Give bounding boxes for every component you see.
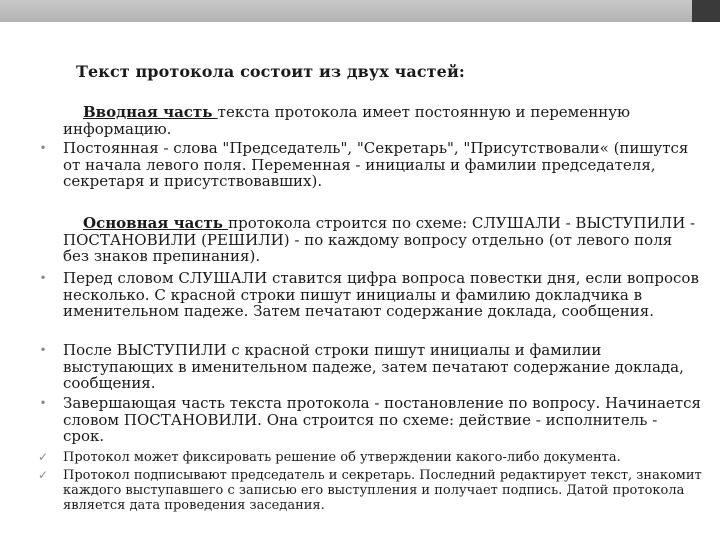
intro-rest: текста протокола имеет постоянную и переменную информацию. — [63, 103, 631, 138]
check-item-text: Протокол может фиксировать решение об утверждении какого-либо документа. — [63, 450, 621, 465]
bullet-icon: • — [39, 271, 47, 285]
check-item — [37, 450, 703, 465]
check-item — [37, 468, 703, 514]
intro-paragraph — [63, 104, 703, 137]
slide — [0, 22, 720, 540]
main-underlined: Основная часть — [83, 214, 229, 232]
list-item-text: Завершающая часть текста протокола - постановление по вопросу. Начинается словом ПОСТАНОВИЛИ. Она строится по схеме: действие - исполнитель - срок. — [63, 394, 701, 446]
check-icon: ✓ — [37, 468, 49, 482]
main-rest: протокола строится по схеме: СЛУШАЛИ - ВЫСТУПИЛИ - ПОСТАНОВИЛИ (РЕШИЛИ) - по каждому вопросу отдельно (от левого поля без знаков препинания). — [63, 214, 696, 266]
main-paragraph — [63, 215, 703, 265]
list-item — [39, 139, 703, 191]
top-bar — [0, 0, 720, 22]
list-item — [39, 341, 703, 393]
check-icon: ✓ — [37, 450, 49, 464]
list-item — [39, 269, 703, 321]
intro-underlined: Вводная часть — [83, 103, 218, 121]
check-item-text: Протокол подписывают председатель и секретарь. Последний редактирует текст, знакомит каждого выступавшего с записью его выступления и получает подпись. Датой протокола является дата проведения заседания. — [63, 468, 702, 514]
list-item — [39, 394, 703, 446]
top-bar-dark — [692, 0, 720, 22]
bullet-icon: • — [39, 343, 47, 357]
list-item-text: Перед словом СЛУШАЛИ ставится цифра вопроса повестки дня, если вопросов несколько. С красной строки пишут инициалы и фамилию докладчика в именительном падеже. Затем печатают содержание доклада, сообщения. — [63, 269, 699, 321]
bullet-icon: • — [39, 141, 47, 155]
top-bar-light — [0, 0, 692, 22]
bullet-icon: • — [39, 396, 47, 410]
slide-heading: Текст протокола состоит из двух частей: — [76, 62, 465, 81]
list-item-text: После ВЫСТУПИЛИ с красной строки пишут инициалы и фамилии выступающих в именительном падеже, затем печатают содержание доклада, сообщения. — [63, 341, 684, 393]
list-item-text: Постоянная - слова "Председатель", "Секретарь", "Присутствовали« (пишутся от начала левого поля. Переменная - инициалы и фамилии председателя, секретаря и присутствовавших). — [63, 139, 689, 191]
